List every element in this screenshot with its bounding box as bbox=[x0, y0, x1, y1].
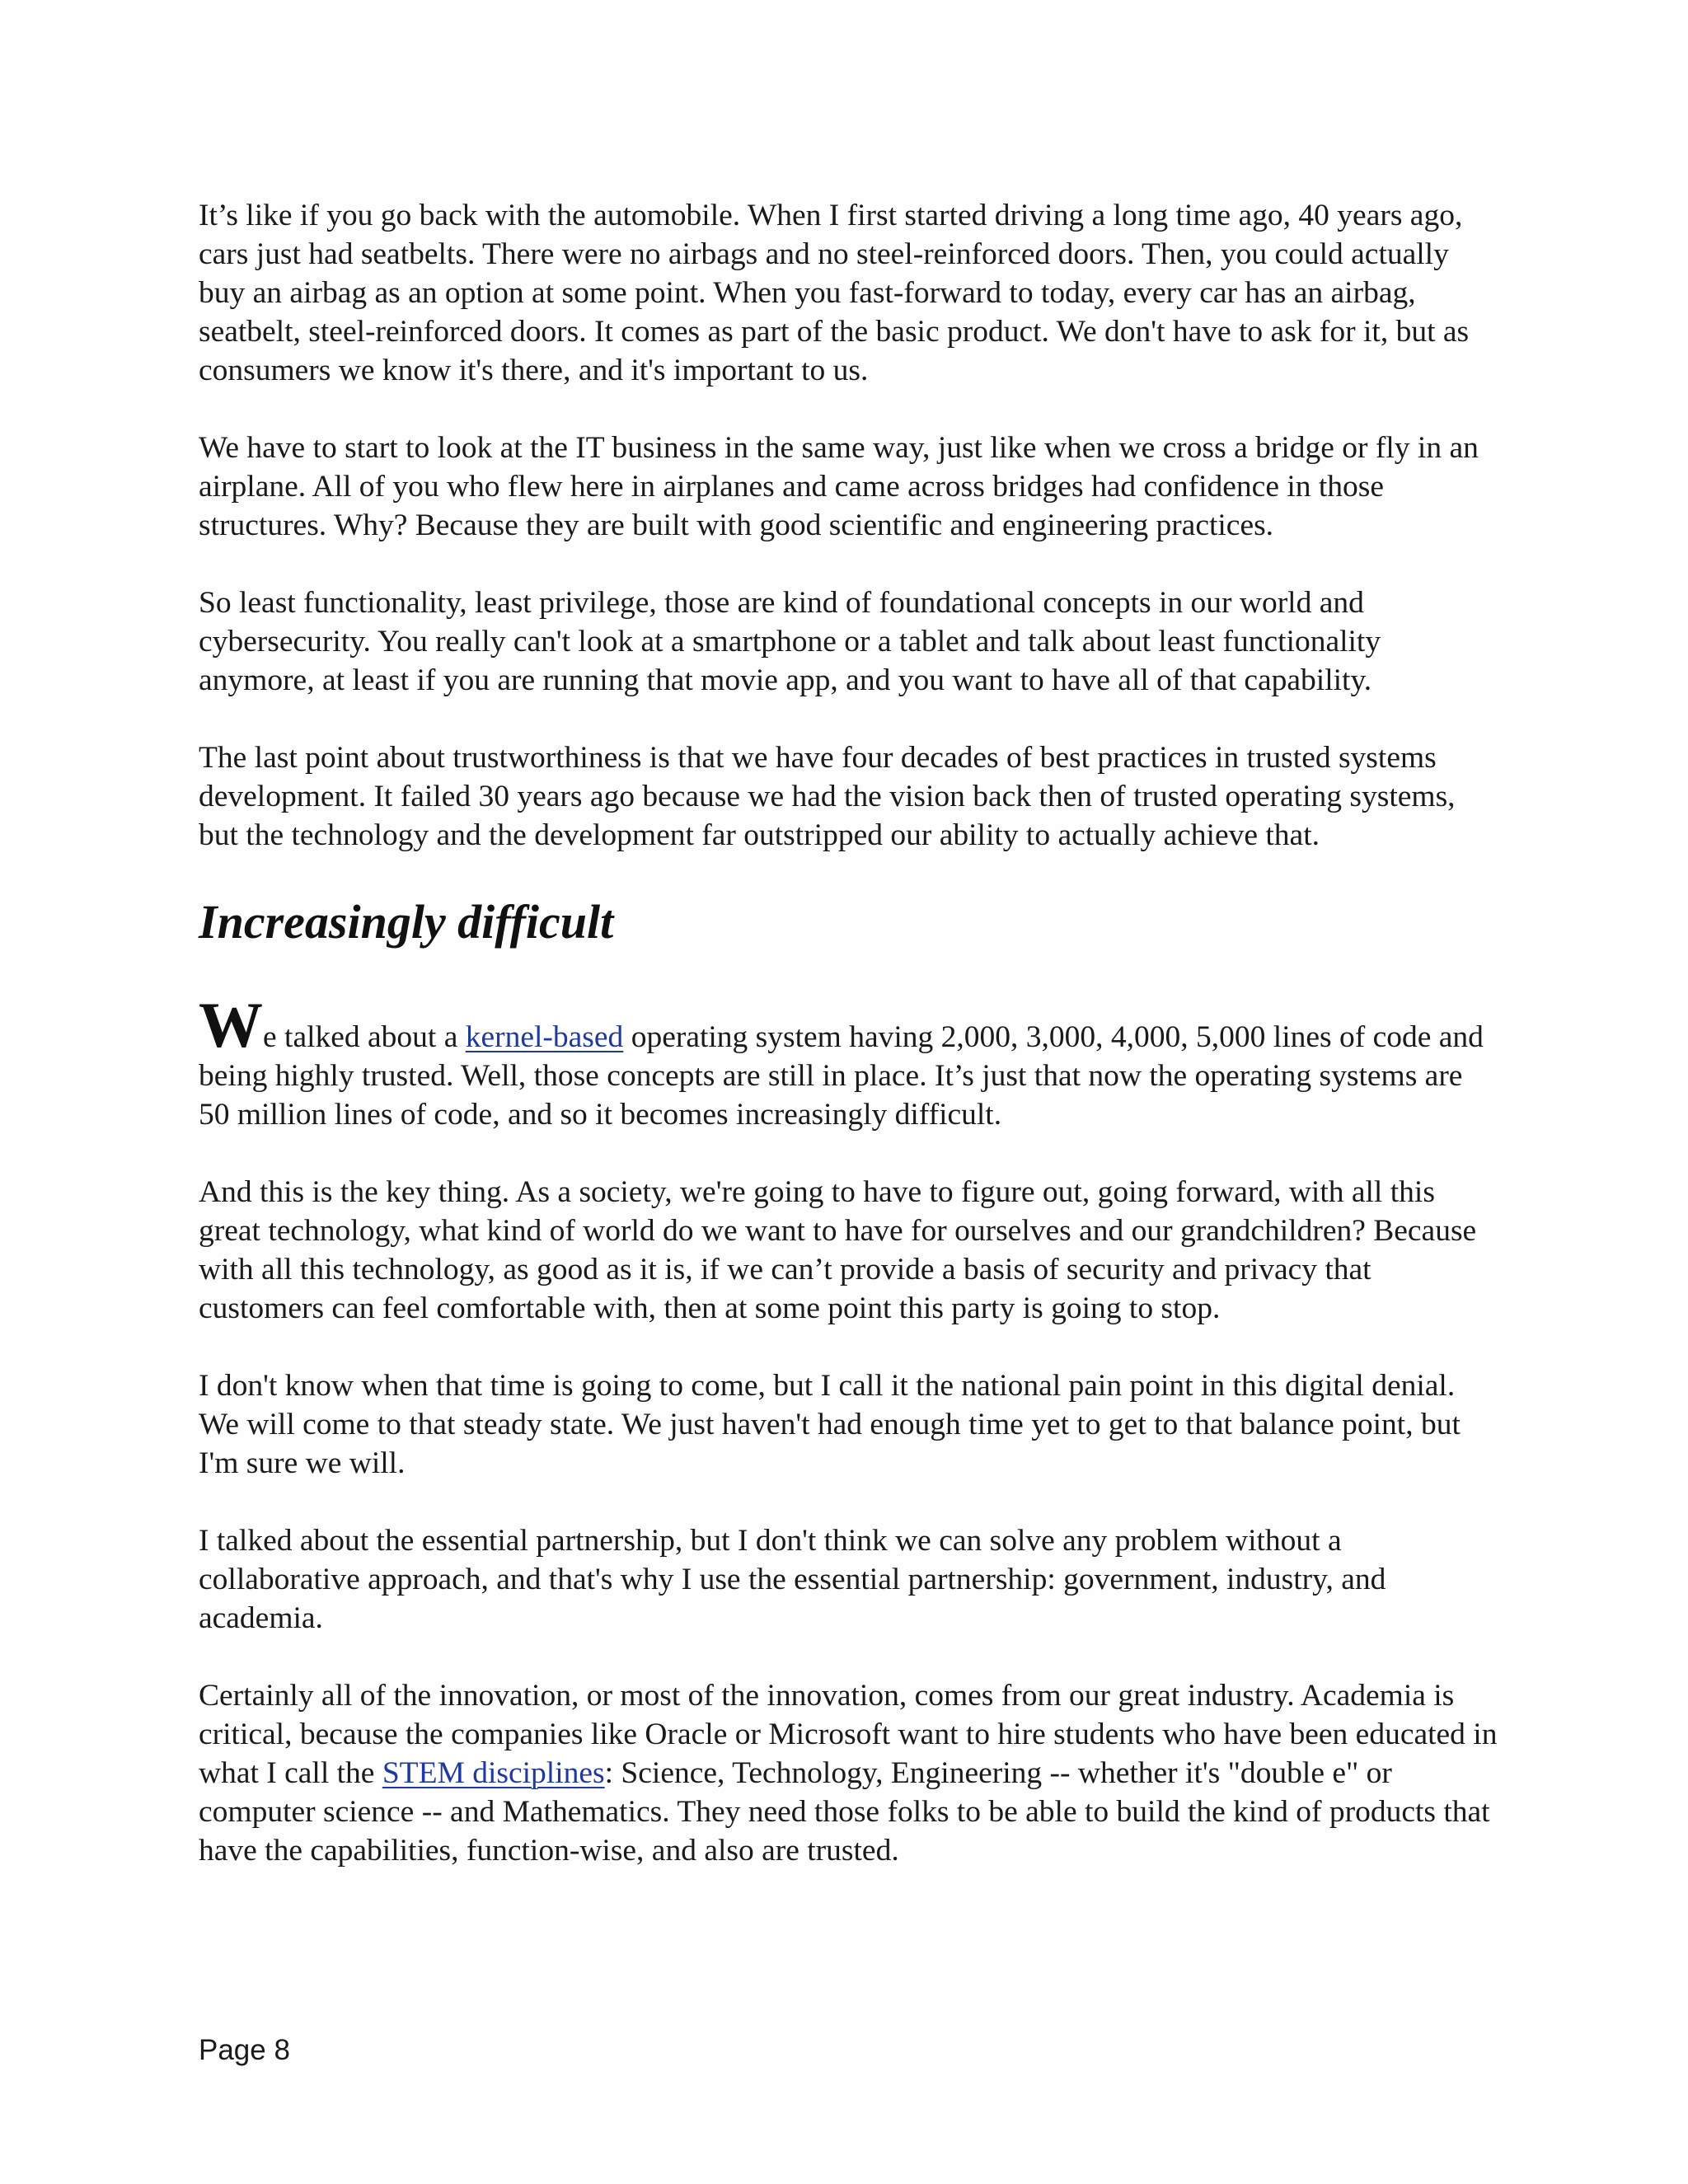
paragraph-trustworthiness: The last point about trustworthiness is that we have four decades of best practices in trusted systems development. It failed 30 years ago because we had the vision back then of trusted operating systems, but the technology and the development far outstripped our ability to actually achieve that. bbox=[199, 741, 1456, 852]
paragraph-least-functionality: So least functionality, least privilege, those are kind of foundational concepts in our world and cybersecurity. You really can't look at a smartphone or a tablet and talk about least functionality anymore, at least if you are running that movie app, and you want to have all of that capability. bbox=[199, 586, 1381, 697]
paragraph-it-business: We have to start to look at the IT business in the same way, just like when we cross a bridge or fly in an airplane. All of you who flew here in airplanes and came across bridges had confidence in those structures. Why? Because they are built with good scientific and engineering practices. bbox=[199, 431, 1479, 542]
paragraph-automobile: It’s like if you go back with the automobile. When I first started driving a long time ago, 40 years ago, cars just had seatbelts. There were no airbags and no steel-reinforced doors. Then, you could actually buy an airbag as an option at some point. When you fast-forward to today, every car has an airbag, seatbelt, steel-reinforced doors. It comes as part of the basic product. We don't have to ask for it, but as consumers we know it's there, and it's important to us. bbox=[199, 199, 1470, 387]
drop-cap-letter: W bbox=[199, 989, 263, 1061]
paragraph-essential-partnership: I talked about the essential partnership, but I don't think we can solve any problem without a collaborative approach, and that's why I use the essential partnership: government, industry, and academia. bbox=[199, 1524, 1386, 1635]
stem-disciplines-link[interactable]: STEM disciplines bbox=[382, 1756, 605, 1790]
paragraph-innovation-text-end: : Science, Technology, Engineering -- whether it's "double e" or computer science -- and Mathematics. They need those folks to be able to build the kind of products that have the capabilities, function-wise, and also are trusted. bbox=[199, 1756, 1490, 1868]
paragraph-kernel bbox=[199, 989, 1501, 1134]
page-number: Page 8 bbox=[199, 2034, 290, 2066]
paragraph-kernel-text-start: e talked about a bbox=[263, 1020, 466, 1054]
paragraph-kernel-text-end: operating system having 2,000, 3,000, 4,000, 5,000 lines of code and being highly trusted. Well, those concepts are still in place. It’s just that now the operating systems are 50 million lines of code, and so it becomes increasingly difficult. bbox=[199, 1020, 1484, 1132]
section-heading: Increasingly difficult bbox=[199, 895, 614, 949]
paragraph-pain-point: I don't know when that time is going to come, but I call it the national pain point in this digital denial. We will come to that steady state. We just haven't had enough time yet to get to that balance point, but I'm sure we will. bbox=[199, 1369, 1461, 1480]
paragraph-innovation bbox=[199, 1676, 1501, 1870]
paragraph-innovation-text-start: Certainly all of the innovation, or most of the innovation, comes from our great industry. Academia is critical, because the companies like Oracle or Microsoft want to hire students who have been educated in what I call the bbox=[199, 1679, 1498, 1790]
kernel-based-link[interactable]: kernel-based bbox=[465, 1020, 624, 1054]
paragraph-key-thing: And this is the key thing. As a society, we're going to have to figure out, going forward, with all this great technology, what kind of world do we want to have for ourselves and our grandchildren? Because with all this technology, as good as it is, if we can’t provide a basis of security and privacy that customers can feel comfortable with, then at some point this party is going to stop. bbox=[199, 1175, 1477, 1325]
article-body bbox=[199, 196, 1501, 1909]
